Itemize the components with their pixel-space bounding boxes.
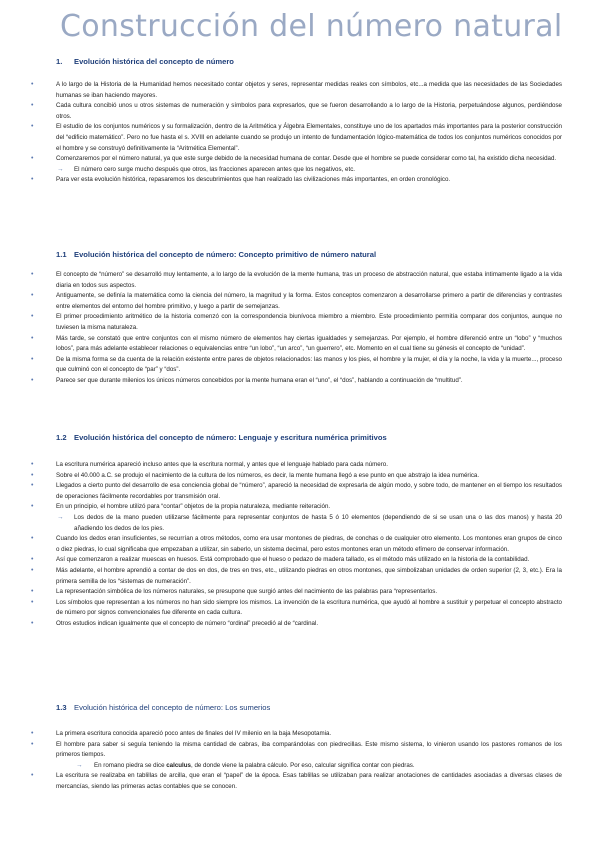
list-item [0, 566, 600, 587]
list-item [0, 502, 600, 513]
section-1-3-list [0, 729, 600, 793]
list-item [0, 122, 600, 154]
bullet-icon: • [31, 772, 34, 780]
list-item-text: Otros estudios indican igualmente que el concepto de número “ordinal” precedió al de “cardinal. [56, 619, 319, 627]
section-1-list [0, 80, 600, 186]
arrow-icon: → [57, 165, 64, 173]
list-item-text: Parece ser que durante milenios los únicos números concebidos por la mente humana eran el “uno”, el “dos”, hablando a continuación de “multitud”. [56, 376, 463, 384]
page-title: Construcción del número natural [60, 9, 563, 44]
bullet-icon: • [31, 566, 34, 574]
bullet-icon: • [31, 376, 34, 384]
bullet-icon: • [31, 334, 34, 342]
list-item-text: En romano piedra se dice [94, 761, 167, 769]
list-item-text: El estudio de los conjuntos numéricos y su formalización, dentro de la Aritmética y Álgebra Elementales, constituye uno de los apartados más importantes para la posterior construcción del “edificio matemático”. Pero no fue hasta el s. XVIII en adelante cuando se produjo un intento de fundamentación lógico-matemática de todos los conjuntos numéricos conocidos por el hombre y se construyó definitivamente la “Aritmética Elemental”. [56, 123, 562, 152]
list-item-text: El primer procedimiento aritmético de la historia comenzó con la correspondencia biunívoca miembro a miembro. Este procedimiento permitía comparar dos conjuntos, aunque no tuviesen la misma naturaleza. [56, 313, 562, 331]
bullet-icon: • [31, 482, 34, 490]
section-1-3-heading [56, 703, 270, 713]
bullet-icon: • [31, 461, 34, 468]
bullet-icon: • [31, 176, 34, 184]
section-1-2-number: 1.2 [56, 433, 67, 442]
sub-list-item [0, 761, 600, 772]
section-1-2-title: Evolución histórica del concepto de número: Lenguaje y escritura numérica primitivos [74, 433, 387, 442]
section-1-1-title: Evolución histórica del concepto de número: Concepto primitivo de número natural [74, 250, 377, 259]
list-item [0, 154, 600, 165]
bullet-icon: • [31, 588, 34, 596]
arrow-icon: → [76, 761, 83, 769]
list-item [0, 729, 600, 740]
list-item [0, 291, 600, 312]
section-1-1-number: 1.1 [56, 250, 67, 259]
bullet-icon: • [31, 503, 34, 511]
list-item [0, 460, 600, 471]
list-item [0, 270, 600, 291]
bullet-icon: • [31, 471, 34, 479]
bullet-icon: • [31, 619, 34, 627]
bullet-icon: • [31, 102, 34, 110]
list-item [0, 334, 600, 355]
list-item [0, 771, 600, 792]
list-item-text: La escritura se realizaba en tablillas de arcilla, que eran el “papel” de la época. Esas tablillas se utilizaban para realizar anotaciones de cantidades asociadas a diversas clases de mercancías, siendo las primeras actas contables que se conocen. [56, 772, 562, 790]
list-item-text: , de donde viene la palabra cálculo. Por eso, calcular significa contar con piedras. [191, 761, 415, 769]
section-1-2-heading [56, 433, 387, 443]
list-item-text: La escritura numérica apareció incluso antes que la escritura normal, y antes que el lenguaje hablado para cada número. [56, 461, 388, 468]
list-item [0, 534, 600, 555]
bullet-icon: • [31, 292, 34, 300]
list-item-text: Cuando los dedos eran insuficientes, se recurrían a otros métodos, como era usar montones de piedras, de conchas o de cualquier otro elemento. Los montones eran grupos de cinco o diez piedras, lo cual significaba que empezaban a utilizar, sin saberlo, un sistema decimal, pero estos montones eran un método efímero de conservar información. [56, 535, 562, 553]
section-1-2-list [0, 460, 600, 630]
list-item-text: Así que comenzaron a realizar muescas en huesos. Está comprobado que el hueso o pedazo de madera tallado, es el método más utilizado en la historia de la contabilidad. [56, 556, 530, 564]
list-item [0, 471, 600, 482]
bullet-icon: • [31, 598, 34, 606]
list-item-text: Antiguamente, se definía la matemática como la ciencia del número, la magnitud y la forma. Estos conceptos comenzaron a desarrollarse primero a partir de diferencias y contrastes entre elementos del entorno del hombre primitivo, y luego a partir de semejanzas. [56, 292, 562, 310]
list-item-text: Más adelante, el hombre aprendió a contar de dos en dos, de tres en tres, etc., utilizando piedras en otros montones, que simbolizaban unidades de orden superior (2, 3, etc.). Era la primera semilla de los “sistemas de numeración”. [56, 566, 562, 585]
list-item [0, 175, 600, 186]
list-item [0, 376, 600, 387]
list-item [0, 80, 600, 101]
list-item-text: Los dedos de la mano pueden utilizarse fácilmente para representar conjuntos de hasta 5 ó 10 elementos (dependiendo de si se usan una o las dos manos) y hasta 20 añadiendo los dedos de los pies. [74, 513, 562, 532]
list-item-text: Comenzaremos por el número natural, ya que este surge debido de la necesidad humana de contar. Desde que el hombre se puede considerar como tal, ha existido dicha necesidad. [56, 155, 557, 163]
bullet-icon: • [31, 81, 34, 88]
bullet-icon: • [31, 556, 34, 564]
list-item-text: De la misma forma se da cuenta de la relación existente entre pares de objetos relacionados: las manos y los pies, el hombre y la mujer, el día y la noche, la vida y la muerte..., proceso que culminó con el concepto de “par” y “dos”. [56, 355, 562, 374]
list-item [0, 312, 600, 333]
list-item-text: Para ver esta evolución histórica, repasaremos los descubrimientos que han realizado las civilizaciones más importantes, en orden cronológico. [56, 176, 451, 184]
section-1-number: 1. [56, 57, 63, 66]
list-item [0, 740, 600, 761]
list-item [0, 481, 600, 502]
section-1-3-title: Evolución histórica del concepto de número: Los sumerios [74, 703, 271, 712]
arrow-icon: → [57, 513, 64, 521]
bullet-icon: • [31, 155, 34, 163]
list-item-text: Sobre el 40.000 a.C. se produjo el nacimiento de la cultura de los números, es decir, la mente humana llegó a ese punto en que abstrajo la idea numérica. [56, 471, 480, 479]
list-item [0, 555, 600, 566]
list-item-text: En un principio, el hombre utilizó para “contar” objetos de la propia naturaleza, mediante reiteración. [56, 503, 331, 511]
list-item-text: A lo largo de la Historia de la Humanidad hemos necesitado contar objetos y seres, representar medidas reales con símbolos, etc...a medida que las necesidades de las Sociedades humanas se iban haciendo mayores. [56, 81, 562, 99]
bullet-icon: • [31, 740, 34, 748]
list-item-text: La primera escritura conocida apareció poco antes de finales del IV milenio en la baja Mesopotamia. [56, 730, 332, 737]
list-item-text: El número cero surge mucho después que otros, las fracciones aparecen antes que los negativos, etc. [74, 165, 356, 173]
bullet-icon: • [31, 355, 34, 363]
list-item-text: Llegados a cierto punto del desarrollo de esa conciencia global de “número”, apareció la necesidad de expresarla de algún modo, y sobre todo, de mantener en el tiempo los resultados de operaciones fácilmente recordables por transmisión oral. [56, 482, 562, 500]
list-item-text: El hombre para saber si seguía teniendo la misma cantidad de cabras, iba comparándolas con piedrecillas. Este mismo sistema, lo vinieron usando los pastores romanos de los primeros tiempos. [56, 740, 562, 759]
bullet-icon: • [31, 123, 34, 131]
list-item-text: Los símbolos que representan a los números no han sido siempre los mismos. La invención de la escritura numérica, que ayudó al hombre a sustituir y perpetuar el concepto abstracto de número por signos convencionales fue diferente en cada cultura. [56, 598, 562, 617]
section-1-1-list [0, 270, 600, 387]
section-1-1-heading [56, 250, 376, 260]
sub-list-item [0, 513, 600, 534]
section-1-heading [56, 57, 234, 67]
bullet-icon: • [31, 730, 34, 737]
list-item [0, 587, 600, 598]
list-item [0, 355, 600, 376]
bullet-icon: • [31, 535, 34, 543]
list-item-text: Más tarde, se constató que entre conjuntos con el mismo número de elementos hay ciertas igualdades y semejanzas. Por ejemplo, el hombre diferenció entre un “lobo” y “muchos lobos”, para más adelante establecer relaciones o equivalencias entre “un lobo”, “un arco”, “un guerrero”, etc. Momento en el cual tiene su génesis el concepto de “unidad”. [56, 334, 562, 353]
list-item-text: Cada cultura concibió unos u otros sistemas de numeración y símbolos para expresarlos, que se fueron desarrollando a lo largo de la Historia, perpetuándose algunos, perdiéndose otros. [56, 102, 562, 120]
list-item [0, 619, 600, 630]
list-item-text: La representación simbólica de los números naturales, se presupone que surgió antes del nacimiento de las palabras para “representarlos. [56, 588, 438, 596]
bullet-icon: • [31, 271, 34, 278]
list-item-text: El concepto de “número” se desarrolló muy lentamente, a lo largo de la evolución de la mente humana, tras un proceso de abstracción natural, que estaba íntimamente ligado a la vida diaria en todos sus aspectos. [56, 271, 562, 289]
section-1-3-number: 1.3 [56, 703, 67, 712]
bullet-icon: • [31, 313, 34, 321]
list-item [0, 598, 600, 619]
list-item [0, 101, 600, 122]
emphasis-word: calculus [166, 761, 191, 769]
section-1-title: Evolución histórica del concepto de número [74, 57, 234, 66]
sub-list-item [0, 165, 600, 176]
